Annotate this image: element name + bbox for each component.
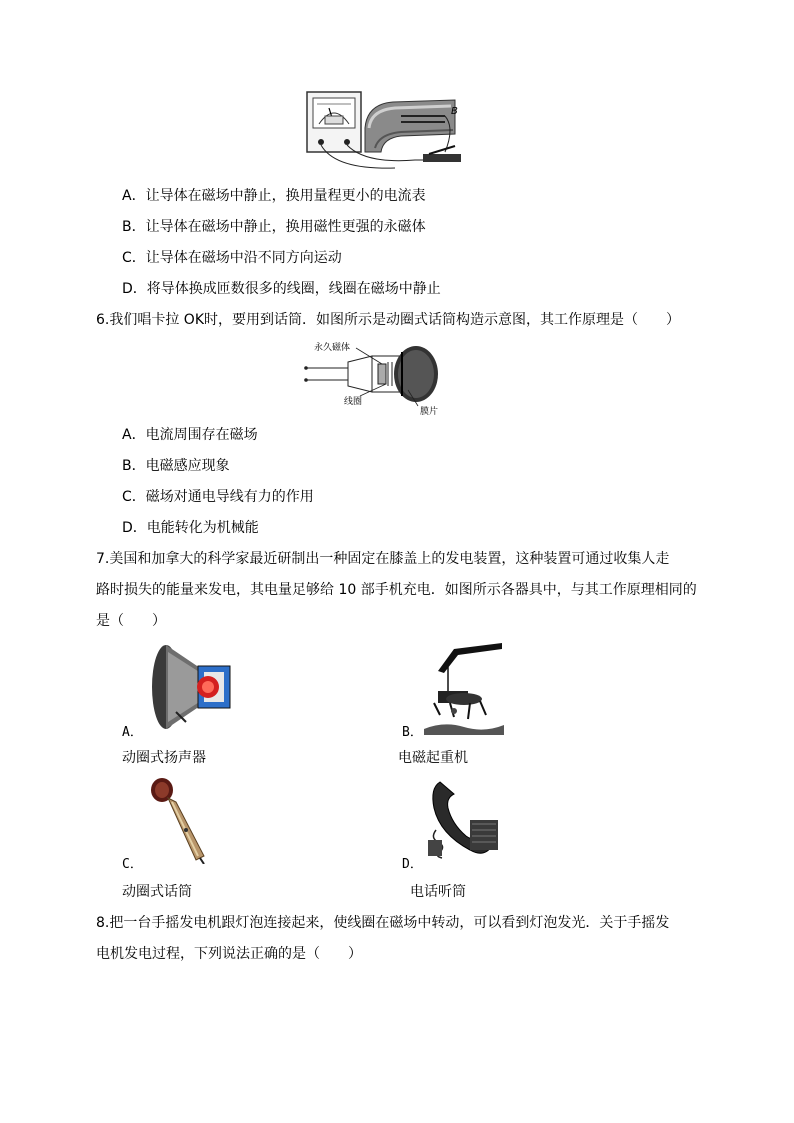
telephone-handset-image	[426, 778, 502, 860]
handheld-microphone-icon	[148, 776, 210, 864]
q7-choice-d-letter[interactable]: D．	[402, 857, 423, 872]
q6-option-d[interactable]: D．电能转化为机械能	[122, 520, 259, 536]
q7-choice-a-letter[interactable]: A．	[122, 725, 143, 740]
loudspeaker-image	[146, 642, 232, 732]
q7-stem-line-3: 是（ ）	[96, 613, 166, 629]
ammeter-magnet-circuit-diagram	[305, 88, 465, 174]
label-coil: 线圈	[344, 397, 363, 407]
q5-experiment-figure	[305, 88, 465, 174]
q6-option-c[interactable]: C．磁场对通电导线有力的作用	[122, 489, 314, 505]
q5-option-a[interactable]: A．让导体在磁场中静止，换用量程更小的电流表	[122, 188, 426, 204]
dynamic-microphone-diagram	[298, 338, 446, 416]
q6-option-b[interactable]: B．电磁感应现象	[122, 458, 230, 474]
q7-choice-c-caption: 动圈式话筒	[122, 884, 192, 900]
q6-option-a[interactable]: A．电流周围存在磁场	[122, 427, 258, 443]
q7-stem-line-2: 路时损失的能量来发电，其电量足够给 10 部手机充电．如图所示各器具中，与其工作原理相同的	[96, 582, 697, 598]
q7-choice-b-caption: 电磁起重机	[398, 750, 468, 766]
microphone-image	[148, 776, 210, 864]
q7-choice-b-letter[interactable]: B．	[402, 725, 423, 740]
telephone-handset-icon	[426, 778, 502, 860]
label-diaphragm: 膜片	[420, 407, 439, 416]
q7-stem-line-1: 7.美国和加拿大的科学家最近研制出一种固定在膝盖上的发电装置，这种装置可通过收集人走	[96, 551, 670, 567]
q5-option-c[interactable]: C．让导体在磁场中沿不同方向运动	[122, 250, 342, 266]
label-permanent-magnet: 永久磁体	[314, 343, 351, 353]
q5-option-b[interactable]: B．让导体在磁场中静止，换用磁性更强的永磁体	[122, 219, 426, 235]
q6-stem: 6.我们唱卡拉 OK时，要用到话筒．如图所示是动圈式话筒构造示意图，其工作原理是（ ）	[96, 312, 681, 328]
q6-microphone-figure	[298, 338, 446, 416]
q5-option-d[interactable]: D．将导体换成匝数很多的线圈，线圈在磁场中静止	[122, 281, 441, 297]
q7-choice-d-caption: 电话听筒	[410, 884, 466, 900]
electromagnetic-crane-icon	[424, 641, 504, 735]
q8-stem-line-1: 8.把一台手摇发电机跟灯泡连接起来，使线圈在磁场中转动，可以看到灯泡发光．关于手摇发	[96, 915, 670, 931]
label-b: B	[451, 106, 458, 117]
q8-stem-line-2: 电机发电过程，下列说法正确的是（ ）	[96, 946, 362, 962]
q7-choice-c-letter[interactable]: C．	[122, 857, 143, 872]
loudspeaker-icon	[146, 642, 232, 732]
crane-image	[424, 641, 504, 735]
q7-choice-a-caption: 动圈式扬声器	[122, 750, 206, 766]
